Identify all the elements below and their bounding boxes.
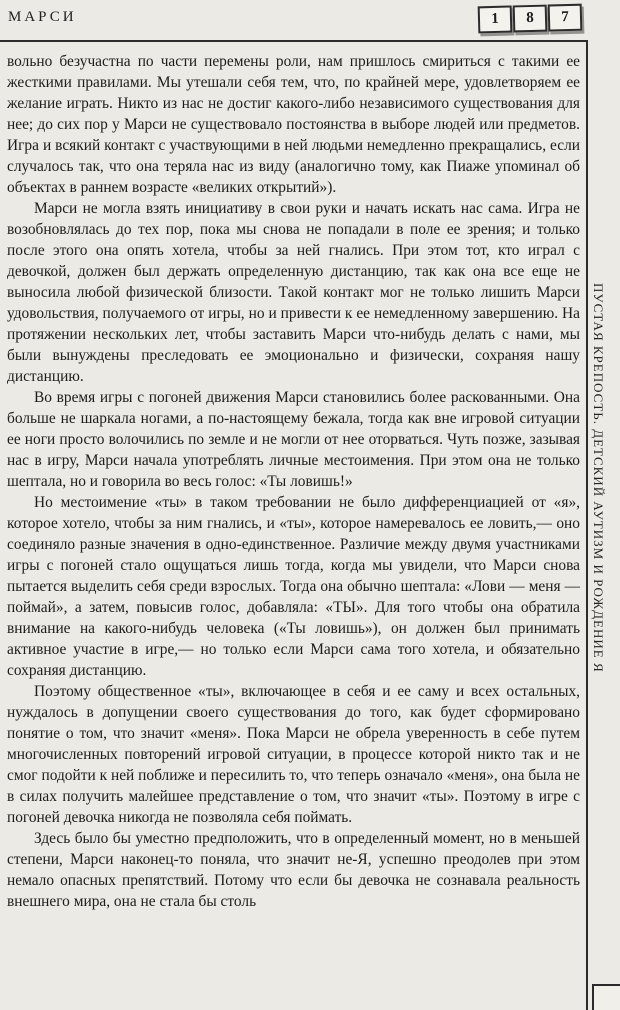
book-title-vertical: ПУСТАЯ КРЕПОСТЬ. ДЕТСКИЙ АУТИЗМ И РОЖДЕНИЕ Я	[591, 283, 606, 673]
page-number-digit-2: 8	[513, 5, 548, 33]
paragraph-1: вольно безучастна по части перемены роли, нам пришлось смириться с такими ее жесткими правилами. Мы утешали себя тем, что, по крайней мере, удовлетворяем ее желание играть. Никто из нас не достиг какого-либо независимого существования для нее; до сих пор у Марси не существовало постоянства в выборе людей или предметов. Игра и всякий контакт с участвующими в ней людьми немедленно прекращались, если случалось так, что она теряла нас из виду (аналогично тому, как Пиаже упоминал об объектах в раннем возрасте «великих открытий»).	[7, 53, 580, 196]
paragraph-3: Во время игры с погоней движения Марси становились более раскованными. Она больше не шаркала ногами, а по-настоящему бежала, тогда как вне игровой ситуации ее ноги просто волочились по земле и не могли от нее оторваться. Чуть позже, зазывая нас в игру, Марси начала употреблять личные местоимения. При этом она не только шептала, но и говорила во весь голос: «Ты ловишь!»	[7, 389, 580, 490]
paragraph-5: Поэтому общественное «ты», включающее в себя и ее саму и всех остальных, нуждалось в допущении своего существования до того, как будет сформировано понятие о том, что значит «меня». Пока Марси не обрела уверенность в себе путем многочисленных повторений игровой ситуации, в процессе которой никто так и не смог подойти к ней поближе и пересилить то, что теперь означало «меня», она была не в силах получить малейшее представление о том, что значит «ты». Поэтому в игре с погоней девочка никогда не позволяла себя поймать.	[7, 683, 580, 826]
paragraph-6: Здесь было бы уместно предположить, что в определенный момент, но в меньшей степени, Марси наконец-то поняла, что значит не-Я, успешно преодолев при этом немало опасных препятствий. Потому что если бы девочка не сознавала реальность внешнего мира, она не стала бы столь	[7, 830, 580, 910]
header-rule	[0, 40, 588, 42]
page-body	[7, 51, 580, 912]
page-number-digit-3: 7	[548, 4, 583, 32]
page-number-digit-1: 1	[478, 5, 513, 33]
corner-mark	[592, 984, 620, 1010]
paragraph-4: Но местоимение «ты» в таком требовании не было дифференциацией от «я», которое хотело, чтобы за ним гнались, и «ты», которое намеревалось ее ловить,— оно соединяло разные значения в одно-единственное. Различие между двумя участниками игры с погоней стало ощущаться лишь тогда, когда мы увидели, что Марси снова пытается выделить себя среди взрослых. Тогда она обычно шептала: «Лови — меня — поймай», а затем, повысив голос, добавляла: «ТЫ». Для того чтобы она обратила внимание на какого-нибудь человека («Ты ловишь»), он должен был принимать активное участие в игре,— но только если Марси сама того хотела, и обязательно сохраняя дистанцию.	[7, 494, 580, 679]
margin-rule	[586, 40, 588, 1010]
running-header: МАРСИ	[8, 9, 77, 25]
paragraph-2: Марси не могла взять инициативу в свои руки и начать искать нас сама. Игра не возобновлялась до тех пор, пока мы снова не попадали в поле ее зрения; и только после этого она опять хотела, чтобы за ней гнались. При этом тот, кто играл с девочкой, должен был держать определенную дистанцию, так как она все еще не выносила любой физической близости. Такой контакт мог не только лишить Марси удовольствия, получаемого от игры, но и привести к ее немедленному завершению. На протяжении нескольких лет, чтобы заставить Марси что-нибудь делать с нами, мы были вынуждены преследовать ее эмоционально и физически, сохраняя нашу дистанцию.	[7, 200, 580, 385]
page-number	[478, 4, 584, 34]
